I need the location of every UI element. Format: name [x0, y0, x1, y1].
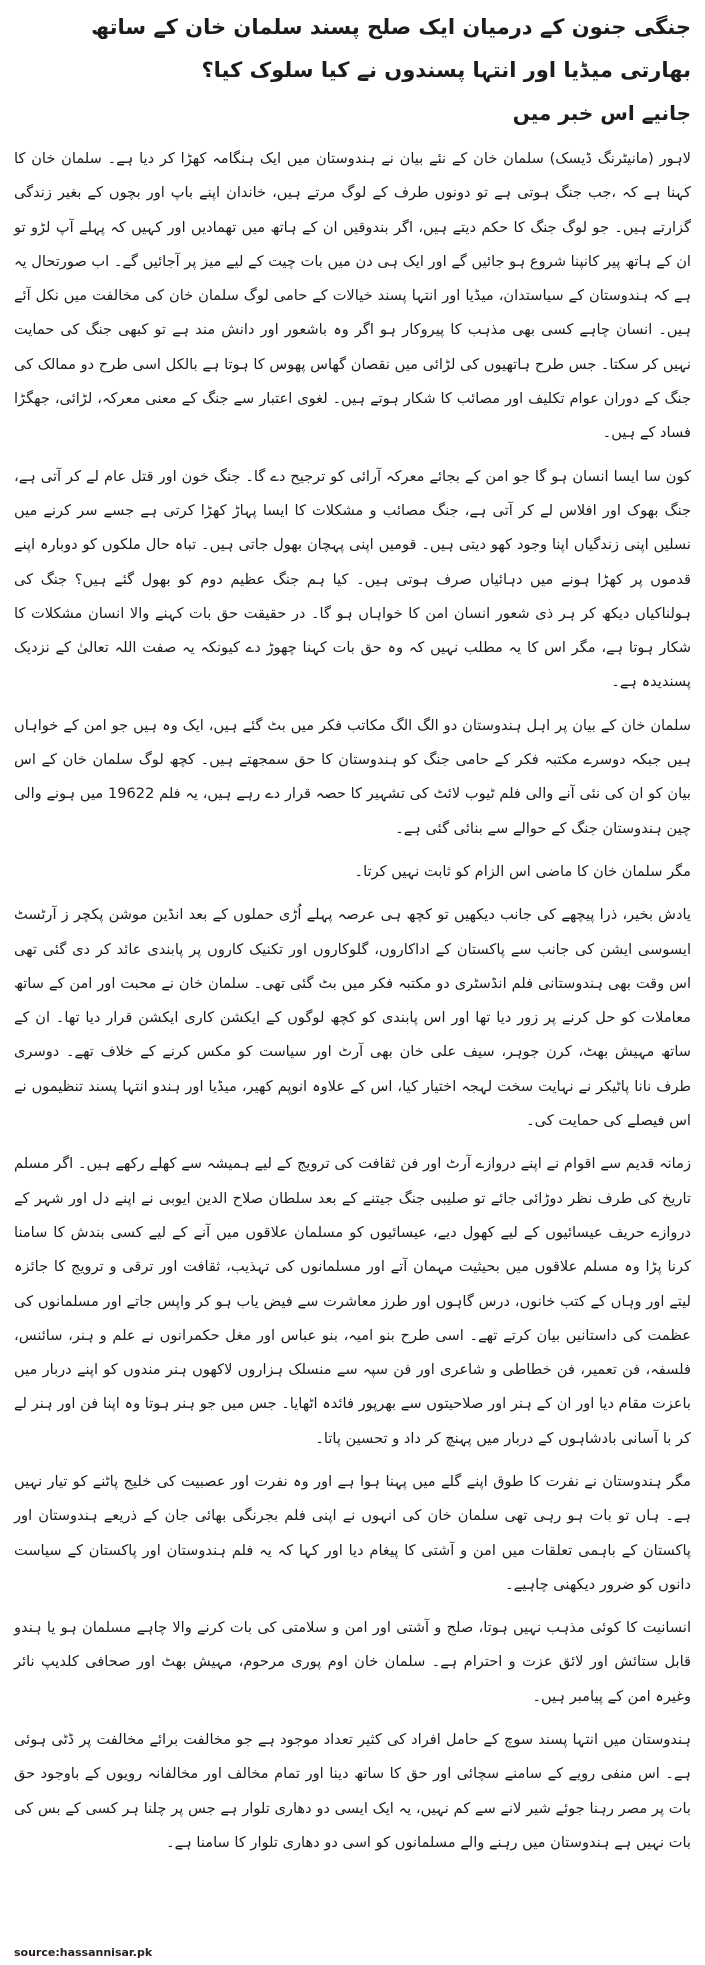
article-paragraph: سلمان خان کے بیان پر اہل ہندوستان دو الگ الگ مکاتب فکر میں بٹ گئے ہیں، ایک وہ ہیں جو امن کے خواہاں ہیں جبکہ دوسرے مکتبہ فکر کے حامی جنگ کو ہندوستان کا حق سمجھتے ہیں۔ کچھ لوگ سلمان خان کے اس بیان کو ان کی نئی آنے والی فلم ٹیوب لائٹ کی تشہیر کا حصہ قرار دے رہے ہیں، یہ فلم 19622 میں ہونے والی چین ہندوستان جنگ کے حوالے سے بنائی گئی ہے۔: [14, 716, 691, 837]
article-paragraph: زمانہ قدیم سے اقوام نے اپنے دروازے آرٹ اور فن ثقافت کی ترویج کے لیے ہمیشہ سے کھلے رکھے ہیں۔ اگر مسلم تاریخ کی طرف نظر دوڑائی جائے تو صلیبی جنگ جیتنے کے بعد سلطان صلاح الدین ایوبی نے اپنے دل اور شہر کے دروازے حریف عیسائیوں کے لیے کھول دیے، عیسائیوں کو مسلمان علاقوں میں آنے کے لیے کسی بندش کا سامنا کرنا پڑا وہ مسلم علاقوں میں بحیثیت مہمان آتے اور مسلمانوں کی تہذیب، ثقافت اور ترقی و ترویج کا جائزہ لیتے اور وہاں کے کتب خانوں، درس گاہوں اور طرز معاشرت سے فیض یاب ہو کر واپس جاتے اور مسلمانوں کی عظمت کی داستانیں بیان کرتے تھے۔ اسی طرح بنو امیہ، بنو عباس اور مغل حکمرانوں نے علم و ہنر، سائنس، فلسفہ، فن تعمیر، فن خطاطی و شاعری اور فن سپہ سے منسلک ہزاروں لاکھوں ہنر مندوں کو اپنے دربار میں باعزت مقام دیا اور ان کے ہنر اور صلاحیتوں سے بھرپور فائدہ اٹھایا۔ جس میں جو ہنر ہوتا وہ اپنا فن اور ہنر لے کر با آسانی بادشاہوں کے دربار میں پہنچ کر داد و تحسین پاتا۔: [14, 1155, 691, 1447]
article-paragraph: ہندوستان میں انتہا پسند سوچ کے حامل افراد کی کثیر تعداد موجود ہے جو مخالفت برائے مخالفت پر ڈٹی ہوئی ہے۔ اس منفی رویے کے سامنے سچائی اور حق کا ساتھ دینا اور تمام مخالف اور مخالفانہ رویوں کے باوجود حق بات پر مصر رہنا جوئے شیر لانے سے کم نہیں، یہ ایک ایسی دو دھاری تلوار ہے جس پر چلنا ہر کسی کے بس کی بات نہیں ہے ہندوستان میں رہنے والے مسلمانوں کو اسی دو دھاری تلوار کا سامنا ہے۔: [14, 1731, 691, 1851]
article-paragraph: لاہور (مانیٹرنگ ڈیسک) سلمان خان کے نئے بیان نے ہندوستان میں ایک ہنگامہ کھڑا کر دیا ہے۔ سلمان خان کا کہنا ہے کہ ،جب جنگ ہوتی ہے تو دونوں طرف کے لوگ مرتے ہیں، خاندان اپنے باپ اور بچوں کے بغیر زندگی گزارتے ہیں۔ جو لوگ جنگ کا حکم دیتے ہیں، اگر بندوقیں ان کے ہاتھ میں تھمادیں اور کہیں کہ پہلے آپ لڑو تو ان کے ہاتھ پیر کانپنا شروع ہو جائیں گے اور ایک ہی دن میں بات چیت کے لیے میز پر آجائیں گے۔ اب صورتحال یہ ہے کہ ہندوستان کے سیاستدان، میڈیا اور انتہا پسند خیالات کے حامی لوگ سلمان خان کی مخالفت میں نکل آئے ہیں۔ انسان چاہے کسی بھی مذہب کا پیروکار ہو اگر وہ باشعور اور دانش مند ہے تو کبھی جنگ کی حمایت نہیں کر سکتا۔ جس طرح ہاتھیوں کی لڑائی میں نقصان گھاس پھوس کا ہوتا ہے بالکل اسی طرح دو ممالک کی جنگ کے دوران عوام تکلیف اور مصائب کا شکار ہوتے ہیں۔ لغوی اعتبار سے جنگ کے معنی معرکہ، لڑائی، جھگڑا فساد کے ہیں۔: [14, 150, 691, 442]
article-paragraph: مگر ہندوستان نے نفرت کا طوق اپنے گلے میں پہنا ہوا ہے اور وہ نفرت اور عصبیت کی خلیج پاٹنے کو تیار نہیں ہے۔ ہاں تو بات ہو رہی تھی سلمان خان کی انہوں نے اپنی فلم بجرنگی بھائی جان کے ذریعے ہندوستان اور پاکستان کے باہمی تعلقات میں امن و آشتی کا پیغام دیا اور کہا کہ یہ فلم ہندوستان اور پاکستان کے سیاست دانوں کو ضرور دیکھنی چاہیے۔: [14, 1472, 691, 1593]
article-paragraph: مگر سلمان خان کا ماضی اس الزام کو ثابت نہیں کرتا۔: [354, 862, 691, 880]
article-body: [14, 142, 691, 1860]
article-paragraph: کون سا ایسا انسان ہو گا جو امن کے بجائے معرکہ آرائی کو ترجیح دے گا۔ جنگ خون اور قتل عام لے کر آتی ہے، جنگ بھوک اور افلاس لے کر آتی ہے، جنگ مصائب و مشکلات کا ایسا پہاڑ کھڑا کرتی ہے جسے سر کرنے میں نسلیں اپنی زندگیاں اپنا وجود کھو دیتی ہیں۔ قومیں اپنی پہچان بھول جاتی ہیں۔ تباہ حال ملکوں کو دوبارہ اپنے قدموں پر کھڑا ہونے میں دہائیاں صرف ہوتی ہیں۔ کیا ہم جنگ عظیم دوم کو بھول گئے ہیں؟ جنگ کی ہولناکیاں دیکھ کر ہر ذی شعور انسان امن کا خواہاں ہو گا۔ در حقیقت حق بات کہنے والا انسان مشکلات کا شکار ہوتا ہے، مگر اس کا یہ مطلب نہیں کہ وہ حق بات کہنا چھوڑ دے کیونکہ یہ صفت اللہ تعالیٰ کے نزدیک پسندیدہ ہے۔: [14, 467, 691, 691]
article-subheadline: جانیے اس خبر میں: [512, 101, 691, 125]
article-paragraph: انسانیت کا کوئی مذہب نہیں ہوتا، صلح و آشتی اور امن و سلامتی کی بات کرنے والا چاہے مسلمان ہو یا ہندو قابل ستائش اور لائق عزت و احترام ہے۔ سلمان خان اوم پوری مرحوم، مہیش بھٹ اور صحافی کلدیپ نائر وغیرہ امن کے پیامبر ہیں۔: [14, 1619, 691, 1705]
article-headline: جنگی جنون کے درمیان ایک صلح پسند سلمان خان کے ساتھ بھارتی میڈیا اور انتہا پسندوں نے کیا سلوک کیا؟: [91, 15, 691, 82]
article-paragraph: یادش بخیر، ذرا پیچھے کی جانب دیکھیں تو کچھ ہی عرصہ پہلے اُڑی حملوں کے بعد انڈین موشن پکچر ز آرٹسٹ ایسوسی ایشن کی جانب سے پاکستان کے اداکاروں، گلوکاروں اور تکنیک کاروں پر پابندی عائد کر دی گئی تھی اس وقت بھی ہندوستانی فلم انڈسٹری دو مکتبہ فکر میں بٹ گئی تھی۔ سلمان خان نے محبت اور امن کے ساتھ معاملات کو حل کرنے پر زور دیا تھا اور اس پابندی کو کچھ لوگوں کے ایکشن کاری ایکشن قرار دیا تھا۔ ان کے ساتھ مہیش بھٹ، کرن جوہر، سیف علی خان بھی آرٹ اور سیاست کو مکس کرنے کے خلاف تھے۔ دوسری طرف نانا پاٹیکر نے نہایت سخت لہجہ اختیار کیا، اس کے علاوہ انوپم کھیر، میڈیا اور ہندو انتہا پسند تنظیموں نے اس فیصلے کی حمایت کی۔: [14, 906, 691, 1130]
source-credit: source:hassannisar.pk: [14, 1946, 153, 1959]
